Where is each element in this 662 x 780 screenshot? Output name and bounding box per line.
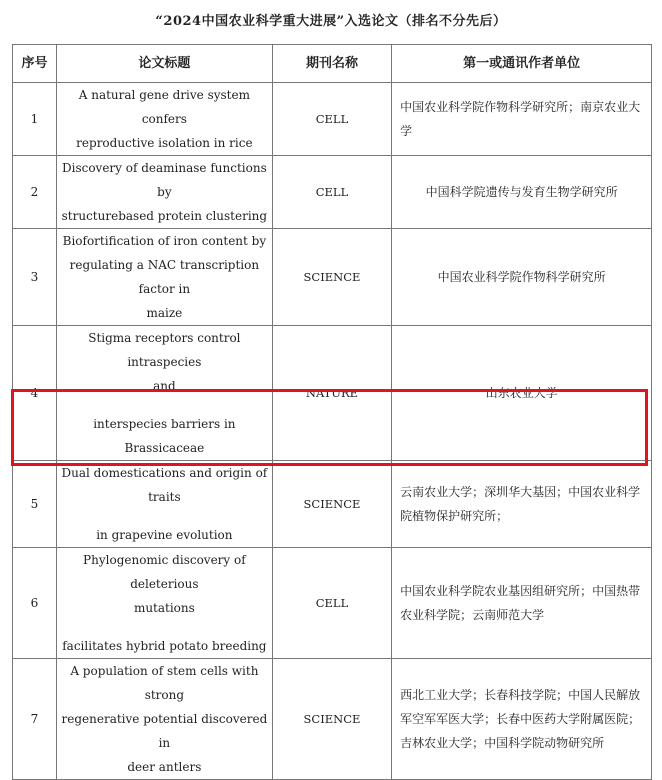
header-affiliation: 第一或通讯作者单位 xyxy=(392,45,652,83)
row-index: 2 xyxy=(13,156,57,229)
row-title xyxy=(56,461,272,548)
row-title xyxy=(56,156,272,229)
row-affiliation: 中国农业科学院农业基因组研究所；中国热带农业科学院；云南师范大学 xyxy=(392,548,652,659)
table-row xyxy=(13,83,652,156)
title-line: A population of stem cells with strong xyxy=(70,664,259,702)
row-affiliation: 中国农业科学院作物科学研究所；南京农业大学 xyxy=(392,83,652,156)
row-journal: CELL xyxy=(272,83,391,156)
title-line: A natural gene drive system confers xyxy=(78,88,250,126)
table-row xyxy=(13,156,652,229)
row-affiliation: 中国科学院遗传与发育生物学研究所 xyxy=(392,156,652,229)
papers-table xyxy=(12,44,652,780)
row-journal: NATURE xyxy=(272,326,391,461)
row-journal: SCIENCE xyxy=(272,659,391,780)
document-title: “2024中国农业科学重大进展”入选论文（排名不分先后） xyxy=(155,14,507,29)
row-affiliation: 山东农业大学 xyxy=(392,326,652,461)
row-index: 1 xyxy=(13,83,57,156)
title-line: regulating a NAC transcription factor in xyxy=(69,258,260,296)
row-index: 6 xyxy=(13,548,57,659)
title-line: Dual domestications and origin of traits xyxy=(61,466,268,504)
title-line xyxy=(61,398,268,412)
row-index: 3 xyxy=(13,229,57,326)
row-journal: CELL xyxy=(272,548,391,659)
table-row xyxy=(13,659,652,780)
table-row xyxy=(13,461,652,548)
title-line: mutations xyxy=(133,601,195,615)
title-line: maize xyxy=(146,306,183,320)
title-line: structurebased protein clustering xyxy=(61,209,268,223)
row-index: 5 xyxy=(13,461,57,548)
title-line xyxy=(61,620,268,634)
table-header-row xyxy=(13,45,652,83)
header-journal: 期刊名称 xyxy=(272,45,391,83)
row-title xyxy=(56,326,272,461)
row-title xyxy=(56,659,272,780)
title-line: Biofortification of iron content by xyxy=(62,234,267,248)
title-line: regenerative potential discovered in xyxy=(61,712,268,750)
row-affiliation: 云南农业大学；深圳华大基因；中国农业科学院植物保护研究所； xyxy=(392,461,652,548)
row-title xyxy=(56,229,272,326)
row-affiliation: 西北工业大学；长春科技学院；中国人民解放军空军军医大学；长春中医药大学附属医院；吉林农业大学；中国科学院动物研究所 xyxy=(392,659,652,780)
title-line: reproductive isolation in rice xyxy=(76,136,253,150)
title-line: interspecies barriers in Brassicaceae xyxy=(93,417,236,455)
row-journal: SCIENCE xyxy=(272,461,391,548)
row-journal: SCIENCE xyxy=(272,229,391,326)
title-line: in grapevine evolution xyxy=(96,528,233,542)
header-index: 序号 xyxy=(13,45,57,83)
title-line: facilitates hybrid potato breeding xyxy=(62,639,267,653)
title-line: Stigma receptors control intraspecies xyxy=(88,331,241,369)
title-line: deer antlers xyxy=(127,760,202,774)
table-row xyxy=(13,548,652,659)
title-line xyxy=(61,509,268,523)
row-title xyxy=(56,548,272,659)
row-index: 4 xyxy=(13,326,57,461)
title-line: Phylogenomic discovery of deleterious xyxy=(83,553,246,591)
table-row xyxy=(13,229,652,326)
row-title xyxy=(56,83,272,156)
header-paper-title: 论文标题 xyxy=(56,45,272,83)
table-row xyxy=(13,326,652,461)
row-journal: CELL xyxy=(272,156,391,229)
row-index: 7 xyxy=(13,659,57,780)
title-line: and xyxy=(153,379,176,393)
title-line: Discovery of deaminase functions by xyxy=(61,161,267,199)
row-affiliation: 中国农业科学院作物科学研究所 xyxy=(392,229,652,326)
